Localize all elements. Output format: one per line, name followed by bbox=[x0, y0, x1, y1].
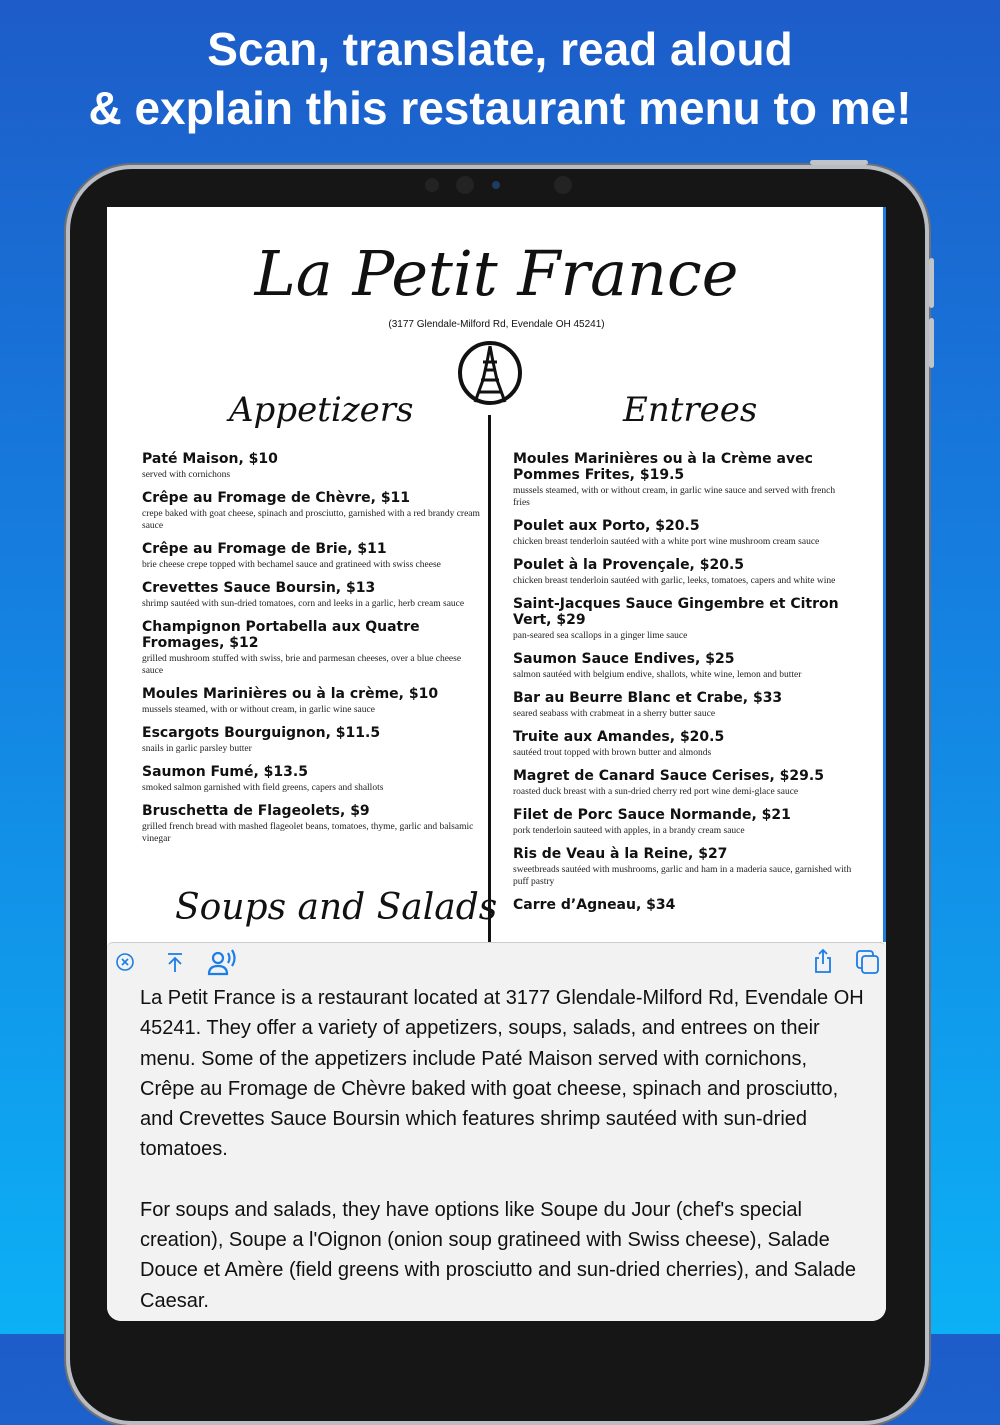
menu-item-name: Paté Maison, $10 bbox=[142, 451, 278, 467]
read-aloud-icon[interactable] bbox=[206, 948, 240, 976]
explanation-paragraph: For soups and salads, they have options like Soupe du Jour (chef's special creation), Soupe a l'Oignon (onion soup gratineed with Swiss cheese), Salade Douce et Amère (field greens with prosciutto and sun-dried cherries), and Salade Caesar. bbox=[140, 1198, 856, 1312]
screen bbox=[107, 207, 886, 1321]
explanation-text bbox=[140, 983, 865, 1321]
copy-icon[interactable] bbox=[855, 949, 881, 975]
menu-item-name: Poulet aux Porto, $20.5 bbox=[513, 518, 700, 534]
menu-item-name: Saumon Fumé, $13.5 bbox=[142, 764, 308, 780]
menu-item-name: Ris de Veau à la Reine, $27 bbox=[513, 846, 728, 862]
menu-item bbox=[513, 729, 853, 759]
menu-item bbox=[513, 651, 853, 681]
menu-item-description: chicken breast tenderloin sautéed with garlic, leeks, tomatoes, capers and white wine bbox=[513, 576, 836, 586]
column-divider bbox=[488, 415, 491, 945]
menu-item-description: brie cheese crepe topped with bechamel sauce and gratineed with swiss cheese bbox=[142, 560, 441, 570]
menu-item-description: grilled french bread with mashed flageolet beans, tomatoes, thyme, garlic and balsamic vinegar bbox=[142, 822, 474, 844]
menu-item bbox=[142, 619, 482, 677]
menu-item-description: sautéed trout topped with brown butter and almonds bbox=[513, 748, 712, 758]
menu-item-description: served with cornichons bbox=[142, 470, 231, 480]
menu-item-name: Filet de Porc Sauce Normande, $21 bbox=[513, 807, 791, 823]
menu-item-description: grilled mushroom stuffed with swiss, brie and parmesan cheeses, over a blue cheese sauce bbox=[142, 654, 462, 676]
headline bbox=[0, 20, 1000, 138]
menu-item-name: Crêpe au Fromage de Chèvre, $11 bbox=[142, 490, 411, 506]
menu-item-description: mussels steamed, with or without cream, in garlic wine sauce bbox=[142, 705, 375, 715]
menu-item bbox=[513, 557, 853, 587]
camera-icon bbox=[492, 181, 500, 189]
menu-item-name: Magret de Canard Sauce Cerises, $29.5 bbox=[513, 768, 824, 784]
menu-item-name: Truite aux Amandes, $20.5 bbox=[513, 729, 725, 745]
appetizers-list bbox=[142, 451, 482, 854]
menu-item-description: smoked salmon garnished with field greens, capers and shallots bbox=[142, 783, 384, 793]
eiffel-tower-logo-icon bbox=[457, 340, 523, 406]
menu-item-name: Carre d’Agneau, $34 bbox=[513, 897, 676, 913]
appetizers-heading: Appetizers bbox=[229, 390, 414, 430]
menu-item-description: mussels steamed, with or without cream, in garlic wine sauce and served with french fries bbox=[513, 486, 836, 508]
entrees-heading: Entrees bbox=[623, 390, 758, 430]
menu-item bbox=[142, 580, 482, 610]
explanation-paragraph: La Petit France is a restaurant located at 3177 Glendale-Milford Rd, Evendale OH 45241. They offer a variety of appetizers, soups, salads, and entrees on their menu. Some of the appetizers include Paté Maison served with cornichons, Crêpe au Fromage de Chèvre baked with goat cheese, spinach and prosciutto, and Crevettes Sauce Boursin which features shrimp sautéed with sun-dried tomatoes. bbox=[140, 987, 864, 1161]
sensor-icon bbox=[425, 178, 439, 192]
menu-item bbox=[513, 846, 853, 888]
menu-item-description: salmon sautéed with belgium endive, shallots, white wine, lemon and butter bbox=[513, 670, 802, 680]
menu-item-name: Crêpe au Fromage de Brie, $11 bbox=[142, 541, 387, 557]
scanned-menu-image[interactable] bbox=[107, 207, 886, 942]
menu-item-name: Bruschetta de Flageolets, $9 bbox=[142, 803, 370, 819]
sensor-icon bbox=[456, 176, 474, 194]
restaurant-address: (3177 Glendale-Milford Rd, Evendale OH 45241) bbox=[388, 319, 605, 330]
menu-item bbox=[513, 451, 853, 509]
menu-item bbox=[142, 803, 482, 845]
menu-item bbox=[513, 518, 853, 548]
headline-line-1: Scan, translate, read aloud bbox=[207, 23, 793, 75]
top-button bbox=[810, 160, 868, 165]
menu-item-description: chicken breast tenderloin sautéed with a white port wine mushroom cream sauce bbox=[513, 537, 820, 547]
volume-down-button bbox=[929, 318, 934, 368]
menu-item bbox=[513, 768, 853, 798]
menu-item-name: Escargots Bourguignon, $11.5 bbox=[142, 725, 381, 741]
menu-item-description: seared seabass with crabmeat in a sherry butter sauce bbox=[513, 709, 716, 719]
menu-item bbox=[142, 764, 482, 794]
menu-item bbox=[142, 490, 482, 532]
sensor-icon bbox=[554, 176, 572, 194]
soups-salads-heading: Soups and Salads bbox=[175, 887, 498, 928]
menu-item-name: Crevettes Sauce Boursin, $13 bbox=[142, 580, 376, 596]
menu-item-description: roasted duck breast with a sun-dried cherry red port wine demi-glace sauce bbox=[513, 787, 799, 797]
explanation-panel bbox=[107, 942, 886, 1321]
volume-up-button bbox=[929, 258, 934, 308]
menu-item-description: crepe baked with goat cheese, spinach and prosciutto, garnished with a red brandy cream sauce bbox=[142, 509, 480, 531]
headline-line-2: & explain this restaurant menu to me! bbox=[88, 82, 912, 134]
restaurant-title: La Petit France bbox=[254, 237, 739, 310]
menu-item bbox=[513, 897, 853, 913]
menu-item-name: Moules Marinières ou à la crème, $10 bbox=[142, 686, 439, 702]
menu-item bbox=[142, 541, 482, 571]
close-circle-icon[interactable] bbox=[115, 952, 135, 972]
scroll-to-top-icon[interactable] bbox=[165, 952, 185, 974]
menu-item bbox=[142, 725, 482, 755]
menu-item bbox=[142, 686, 482, 716]
menu-item-name: Saumon Sauce Endives, $25 bbox=[513, 651, 735, 667]
share-icon[interactable] bbox=[813, 948, 833, 974]
menu-item-description: shrimp sautéed with sun-dried tomatoes, corn and leeks in a garlic, herb cream sauce bbox=[142, 599, 465, 609]
menu-item-name: Moules Marinières ou à la Crème avec Pommes Frites, $19.5 bbox=[513, 451, 813, 483]
menu-item-name: Bar au Beurre Blanc et Crabe, $33 bbox=[513, 690, 783, 706]
menu-item-description: snails in garlic parsley butter bbox=[142, 744, 252, 754]
menu-item-description: pork tenderloin sauteed with apples, in a brandy cream sauce bbox=[513, 826, 745, 836]
menu-item bbox=[513, 596, 853, 642]
menu-item bbox=[142, 451, 482, 481]
menu-item-name: Champignon Portabella aux Quatre Fromages, $12 bbox=[142, 619, 420, 651]
menu-item bbox=[513, 690, 853, 720]
menu-item-description: pan-seared sea scallops in a ginger lime sauce bbox=[513, 631, 688, 641]
menu-item-name: Poulet à la Provençale, $20.5 bbox=[513, 557, 745, 573]
entrees-list bbox=[513, 451, 853, 922]
menu-item bbox=[513, 807, 853, 837]
menu-item-name: Saint-Jacques Sauce Gingembre et Citron Vert, $29 bbox=[513, 596, 839, 628]
menu-item-description: sweetbreads sautéed with mushrooms, garlic and ham in a maderia sauce, garnished with puff pastry bbox=[513, 865, 852, 887]
